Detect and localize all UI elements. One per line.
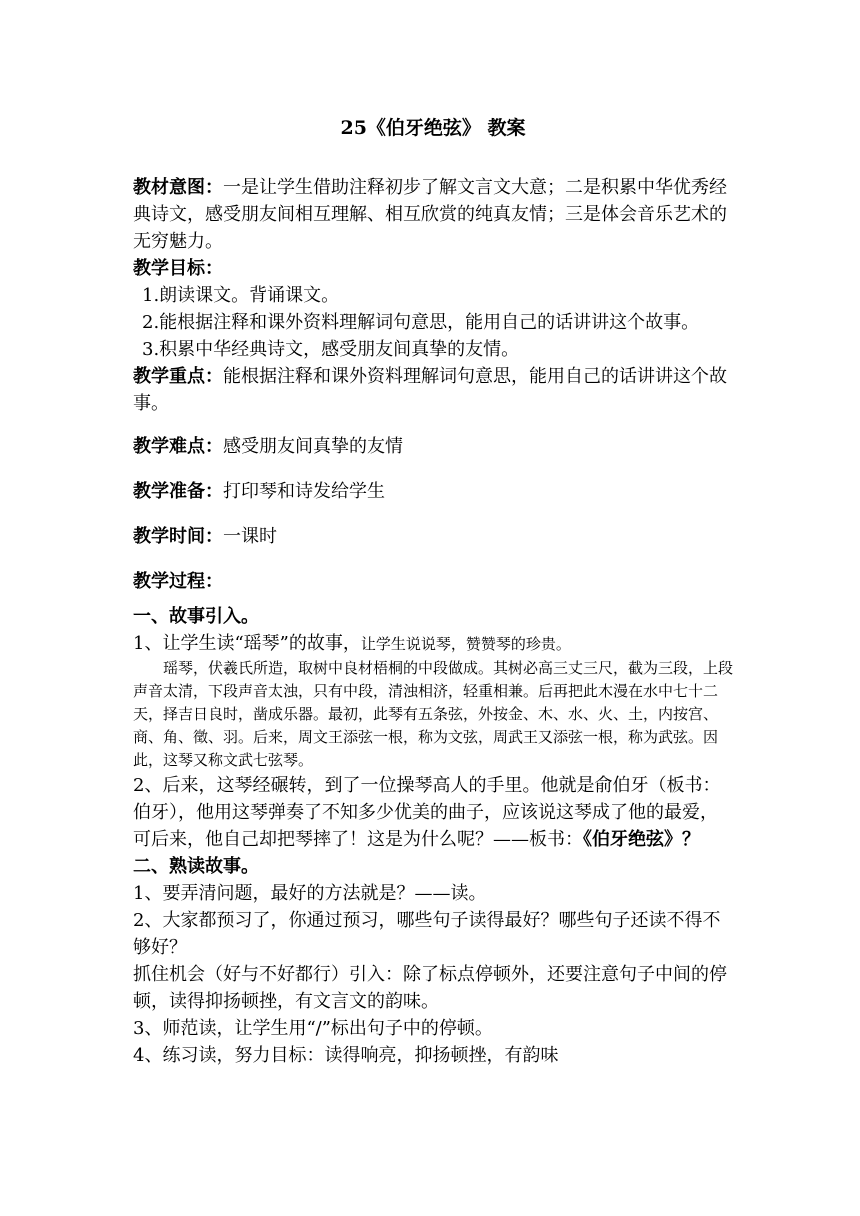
section1-item2 (133, 772, 733, 853)
time-text: 一课时 (223, 526, 277, 547)
story-paragraph: 瑶琴，伏羲氏所造，取树中良材梧桐的中段做成。其树必高三丈三尺，截为三段，上段声音太清，下段声音太浊，只有中段，清浊相济，轻重相兼。后再把此木漫在水中七十二天，择吉日良时，凿成乐器。最初，此琴有五条弦，外按金、木、水、火、土，内按宫、商、角、徵、羽。后来，周文王添弦一根，称为文弦，周武王又添弦一根，称为武弦。因此，这琴又称文武七弦琴。 (133, 659, 734, 769)
section1-item2-bold: 《伯牙绝弦》？ (583, 829, 700, 850)
section2-item3: 抓住机会（好与不好都行）引入：除了标点停顿外，还要注意句子中间的停顿，读得抑扬顿挫，有文言文的韵味。 (133, 964, 727, 1012)
section2-item4: 3、师范读，让学生用“/”标出句子中的停顿。 (133, 1018, 493, 1039)
intent-label: 教材意图： (133, 177, 223, 198)
focus-label: 教学重点： (133, 366, 223, 387)
difficulty-text: 感受朋友间真挚的友情 (223, 436, 403, 457)
preparation-text: 打印琴和诗发给学生 (223, 481, 385, 502)
section1-heading: 一、故事引入。 (133, 606, 259, 627)
section1-item1-small: 让学生说说琴，赞赞琴的珍贵。 (360, 635, 571, 653)
process-label: 教学过程： (133, 571, 223, 592)
goal-item-3: 3.积累中华经典诗文，感受朋友间真挚的友情。 (142, 339, 520, 360)
goal-item-2: 2.能根据注释和课外资料理解词句意思，能用自己的话讲讲这个故事。 (142, 312, 700, 333)
section2-heading: 二、熟读故事。 (133, 856, 259, 877)
section1-item1-main: 1、让学生读“瑶琴”的故事， (133, 633, 361, 654)
focus-paragraph (133, 363, 733, 417)
difficulty-label: 教学难点： (133, 436, 223, 457)
difficulty-paragraph (133, 433, 733, 460)
section1-item1 (133, 630, 733, 657)
section2-item5: 4、练习读，努力目标：读得响亮，抑扬顿挫，有韵味 (133, 1045, 559, 1066)
intent-text: 一是让学生借助注释初步了解文言文大意；二是积累中华优秀经典诗文，感受朋友间相互理解、相互欣赏的纯真友情；三是体会音乐艺术的无穷魅力。 (133, 177, 727, 252)
section1-item2-text: 2、后来，这琴经碾转，到了一位操琴高人的手里。他就是俞伯牙（板书：伯牙），他用这琴弹奏了不知多少优美的曲子，应该说这琴成了他的最爱，可后来，他自己却把琴摔了！这是为什么呢？——板书： (133, 775, 721, 850)
document-page (133, 116, 733, 1069)
section2-item1: 1、要弄清问题，最好的方法就是？——读。 (133, 883, 487, 904)
time-label: 教学时间： (133, 526, 223, 547)
time-paragraph (133, 523, 733, 550)
preparation-paragraph (133, 478, 733, 505)
intent-paragraph (133, 174, 733, 255)
document-title: 25《伯牙绝弦》 教案 (340, 117, 526, 139)
section2-item2: 2、大家都预习了，你通过预习，哪些句子读得最好？哪些句子还读不得不够好？ (133, 910, 721, 958)
goals-label: 教学目标： (133, 258, 223, 279)
preparation-label: 教学准备： (133, 481, 223, 502)
focus-text: 能根据注释和课外资料理解词句意思，能用自己的话讲讲这个故事。 (133, 366, 727, 414)
goal-item-1: 1.朗读课文。背诵课文。 (142, 285, 340, 306)
